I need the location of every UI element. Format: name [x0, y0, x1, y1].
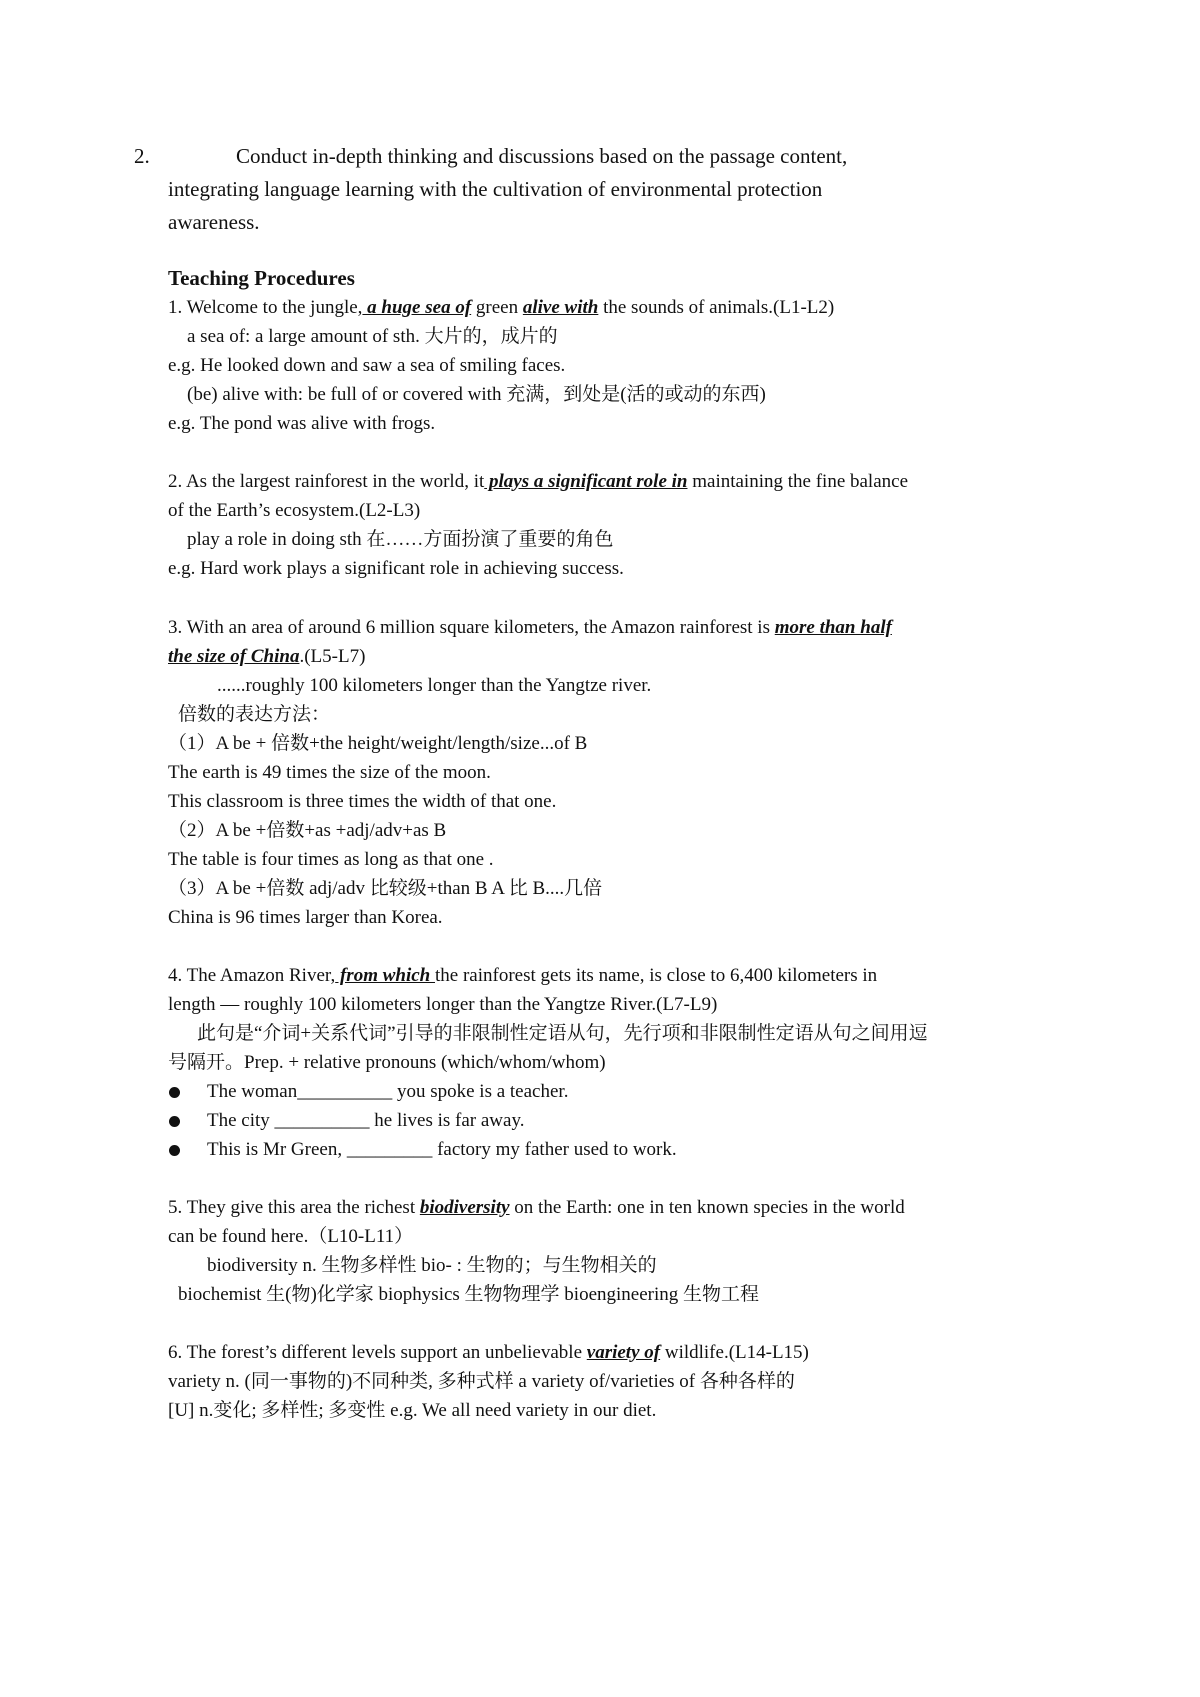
key-phrase: biodiversity: [419, 1197, 510, 1218]
item-5-sentence-cont: can be found here.（L10-L11）: [168, 1226, 414, 1247]
item-3-pattern-3: （3）A be +倍数 adj/adv 比较级+than B A 比 B....几倍: [168, 878, 603, 899]
key-phrase: the size of China: [168, 646, 300, 667]
item-4-sentence: 4. The Amazon River, from which the rainforest gets its name, is close to 6,400 kilometers in: [168, 965, 878, 986]
item-5-vocab-2: biochemist 生(物)化学家 biophysics 生物物理学 bioengineering 生物工程: [178, 1284, 760, 1305]
item-6-definition-2: [U] n.变化; 多样性; 多变性 e.g. We all need variety in our diet.: [168, 1400, 657, 1421]
item-3-example-3: The table is four times as long as that one .: [168, 849, 494, 870]
item-3-example-4: China is 96 times larger than Korea.: [168, 907, 443, 928]
item-4-sentence-cont: length — roughly 100 kilometers longer than the Yangtze River.(L7-L9): [168, 994, 718, 1015]
objective-line-1: Conduct in-depth thinking and discussions based on the passage content,: [236, 144, 848, 168]
key-phrase: from which: [335, 965, 435, 986]
exercise-3: This is Mr Green, _________ factory my father used to work.: [207, 1139, 677, 1160]
item-3-sentence-cont: the size of China.(L5-L7): [168, 646, 366, 667]
item-6-definition-1: variety n. (同一事物的)不同种类, 多种式样 a variety of/varieties of 各种各样的: [168, 1371, 795, 1392]
key-phrase: variety of: [586, 1342, 661, 1363]
objective-line-2: integrating language learning with the cultivation of environmental protection: [168, 177, 823, 201]
item-1-definition-1: a sea of: a large amount of sth. 大片的，成片的: [187, 326, 558, 347]
bullet-icon: [169, 1116, 180, 1127]
item-3-example-2: This classroom is three times the width of that one.: [168, 791, 557, 812]
bullet-icon: [169, 1087, 180, 1098]
item-3-sentence: 3. With an area of around 6 million square kilometers, the Amazon rainforest is more than half: [168, 617, 892, 638]
key-phrase: more than half: [774, 617, 892, 638]
item-5-sentence: 5. They give this area the richest biodiversity on the Earth: one in ten known species in the world: [168, 1197, 905, 1218]
item-5-vocab-1: biodiversity n. 生物多样性 bio- : 生物的；与生物相关的: [207, 1255, 657, 1276]
exercise-2: The city __________ he lives is far away.: [207, 1110, 525, 1131]
item-4-grammar-note: 此句是“介词+关系代词”引导的非限制性定语从句，先行项和非限制性定语从句之间用逗: [197, 1023, 928, 1044]
section-heading: Teaching Procedures: [168, 266, 355, 290]
bullet-icon: [169, 1145, 180, 1156]
key-phrase: alive with: [522, 297, 599, 318]
item-1-example-1: e.g. He looked down and saw a sea of smiling faces.: [168, 355, 566, 376]
item-1-example-2: e.g. The pond was alive with frogs.: [168, 413, 436, 434]
item-2-sentence-cont: of the Earth’s ecosystem.(L2-L3): [168, 500, 421, 521]
item-3-subheading: 倍数的表达方法：: [178, 704, 331, 725]
exercise-1: The woman__________ you spoke is a teacher.: [207, 1081, 569, 1102]
item-3-example-1: The earth is 49 times the size of the moon.: [168, 762, 491, 783]
item-2-definition: play a role in doing sth 在……方面扮演了重要的角色: [187, 529, 614, 550]
key-phrase: plays a significant role in: [484, 471, 688, 492]
item-3-pattern-2: （2）A be +倍数+as +adj/adv+as B: [168, 820, 447, 841]
item-6-sentence: 6. The forest’s different levels support an unbelievable variety of wildlife.(L14-L15): [168, 1342, 809, 1363]
item-4-grammar-note-cont: 号隔开。Prep. + relative pronouns (which/whom/whom): [168, 1052, 606, 1073]
objective-number: 2.: [134, 144, 150, 168]
item-2-sentence: 2. As the largest rainforest in the world, it plays a significant role in maintaining the fine balance: [168, 471, 909, 492]
key-phrase: a huge sea of: [362, 297, 472, 318]
item-3-note: ......roughly 100 kilometers longer than the Yangtze river.: [217, 675, 652, 696]
item-3-pattern-1: （1）A be + 倍数+the height/weight/length/size...of B: [168, 733, 588, 754]
item-1-sentence: 1. Welcome to the jungle, a huge sea of green alive with the sounds of animals.(L1-L2): [168, 297, 835, 318]
objective-line-3: awareness.: [168, 210, 260, 234]
item-1-definition-2: (be) alive with: be full of or covered with 充满，到处是(活的或动的东西): [187, 384, 766, 405]
item-2-example: e.g. Hard work plays a significant role in achieving success.: [168, 558, 624, 579]
